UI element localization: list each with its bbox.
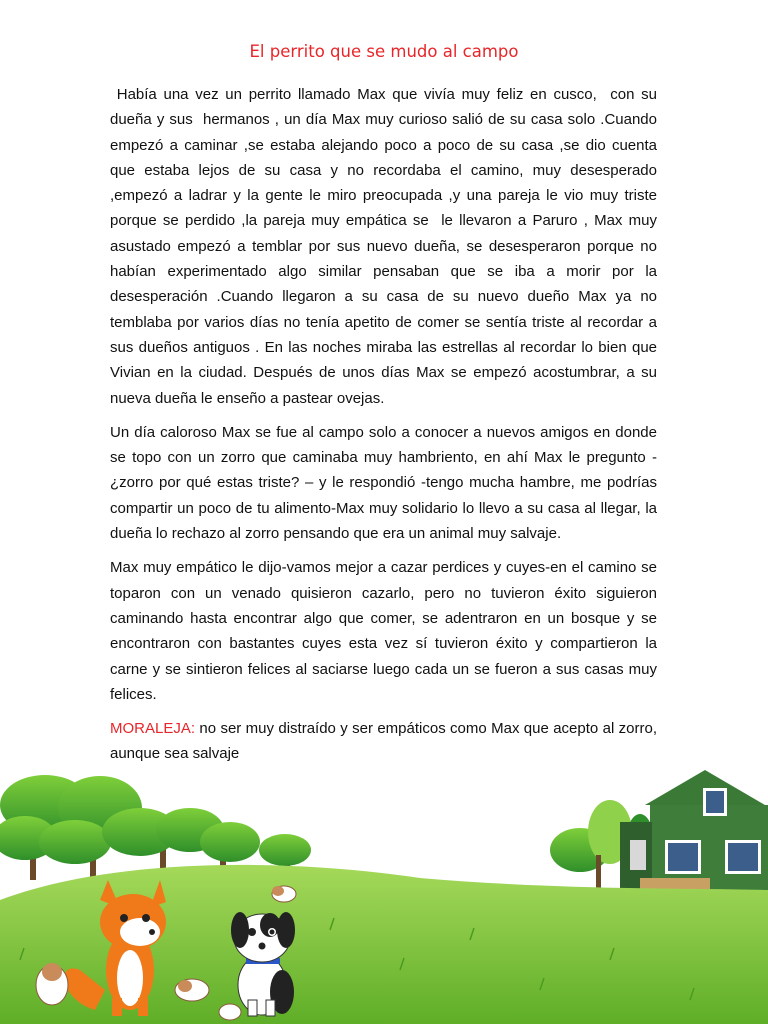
story-body: [110, 82, 662, 776]
paragraph-3: Max muy empático le dijo-vamos mejor a cazar perdices y cuyes-en el camino se toparon con un venado quisieron cazarlo, pero no tuvieron éxito siguieron caminando hasta encontrar algo que comer, se adentraron en un bosque y se encontraron con bastantes cuyes esta vez sí tuvieron éxito y compartieron la carne y se sintieron felices al saciarse luego cada un se fueron a sus casas muy felices.: [110, 559, 657, 703]
story-title: El perrito que se mudo al campo: [249, 42, 519, 61]
house: [620, 770, 768, 893]
illustration-scene: [0, 760, 768, 1024]
moral-label: MORALEJA:: [110, 720, 196, 738]
moral-text: no ser muy distraído y ser empáticos como Max que acepto al zorro, aunque sea salvaje: [110, 720, 657, 763]
paragraph-1: Había una vez un perrito llamado Max que vivía muy feliz en cusco, con su dueña y sus hermanos , un día Max muy curioso salió de su casa solo .Cuando empezó a caminar ,se estaba alejando poco a poco de su casa ,se dio cuenta que estaba lejos de su casa y no recordaba el camino, muy desesperado ,empezó a ladrar y la gente le miro preocupada ,y una pareja le vio muy triste porque se perdido ,la pareja muy empática se le llevaron a Paruro , Max muy asustado empezó a temblar por sus nuevo dueña, se desesperaron porque no habían experimentado algo similar pensaban que se iba a morir por la desesperación .Cuando llegaron a su casa de su nuevo dueño Max ya no temblaba por varios días no tenía apetito de comer se sentía triste al recordar a sus dueños antiguos . En las noches miraba las estrellas al recordar lo bien que Vivian en la ciudad. Después de unos días Max se empezó acostumbrar, a su nueva dueña le enseño a pastear ovejas.: [110, 86, 662, 407]
paragraph-2: Un día caloroso Max se fue al campo solo a conocer a nuevos amigos en donde se topo con un zorro que caminaba muy hambriento, en ahí Max le pregunto - ¿zorro por qué estas triste? – y le respondió -tengo mucha hambre, me podrías compartir un poco de tu alimento-Max muy solidario lo llevo a su casa al llegar, la dueña lo rechazo al zorro pensando que era un animal muy salvaje.: [110, 423, 657, 543]
